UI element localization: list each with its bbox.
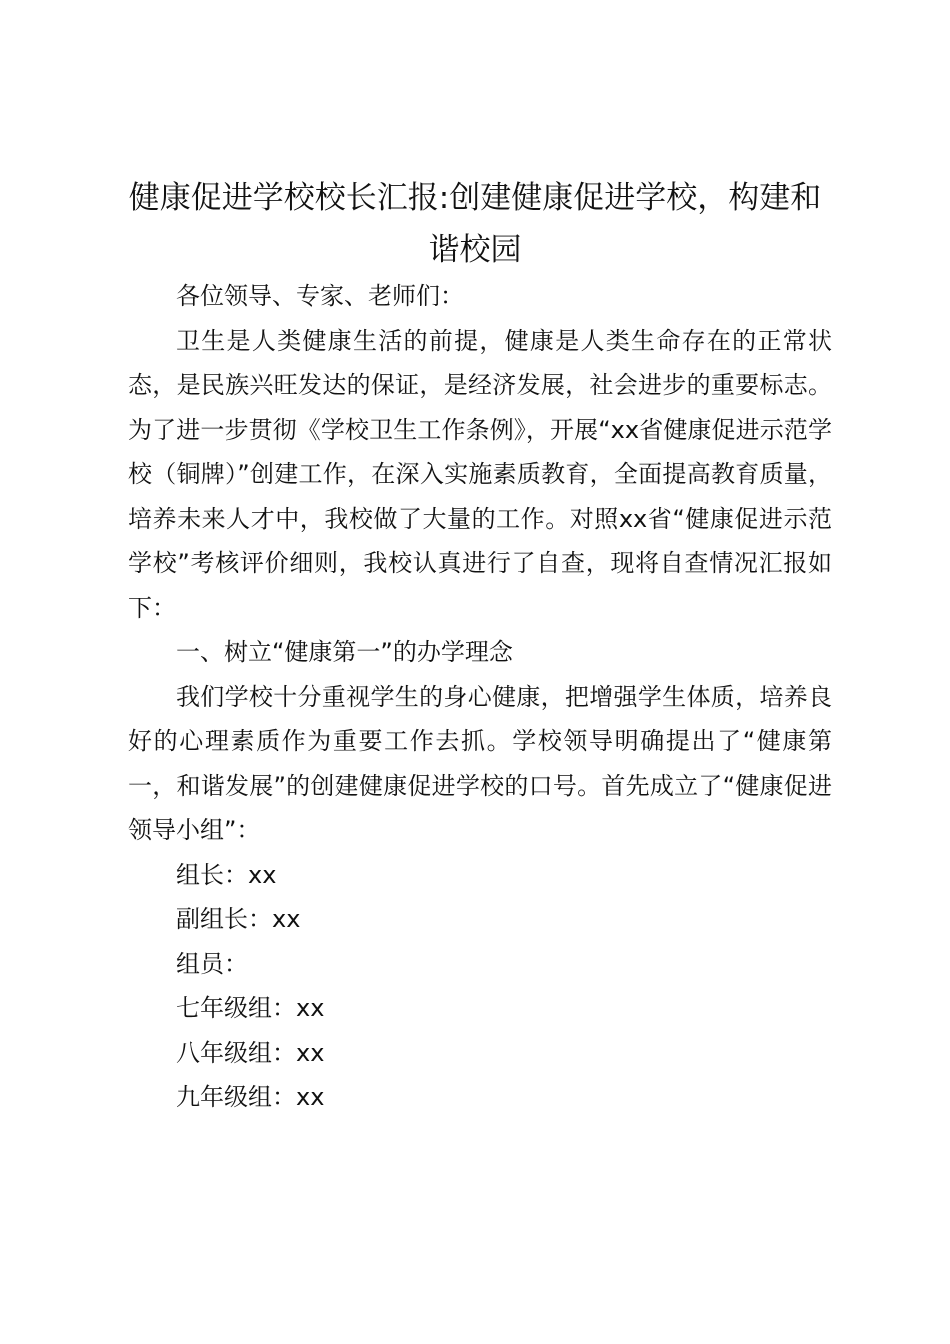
grade-nine-group: 九年级组：xx xyxy=(176,1083,325,1111)
document-body xyxy=(128,274,832,1120)
document-title: 健康促进学校校长汇报:创建健康促进学校，构建和谐校园 xyxy=(128,180,822,268)
intro-paragraph: 卫生是人类健康生活的前提，健康是人类生命存在的正常状态，是民族兴旺发达的保证，是经济发展，社会进步的重要标志。为了进一步贯彻《学校卫生工作条例》，开展“xx省健康促进示范学校（铜牌）”创建工作，在深入实施素质教育，全面提高教育质量，培养未来人才中，我校做了大量的工作。对照xx省“健康促进示范学校”考核评价细则，我校认真进行了自查，现将自查情况汇报如下： xyxy=(128,326,832,622)
grade-seven-group: 七年级组：xx xyxy=(176,994,325,1022)
grade-eight-group: 八年级组：xx xyxy=(176,1038,325,1067)
group-members: 组员： xyxy=(176,949,248,978)
group-deputy-leader: 副组长：xx xyxy=(176,905,301,933)
section-paragraph: 我们学校十分重视学生的身心健康，把增强学生体质，培养良好的心理素质作为重要工作去抓。学校领导明确提出了“健康第一，和谐发展”的创建健康促进学校的口号。首先成立了“健康促进领导小组”： xyxy=(128,682,832,844)
group-leader: 组长：xx xyxy=(176,860,277,889)
section-heading: 一、树立“健康第一”的办学理念 xyxy=(176,638,513,666)
salutation: 各位领导、专家、老师们： xyxy=(176,282,464,310)
